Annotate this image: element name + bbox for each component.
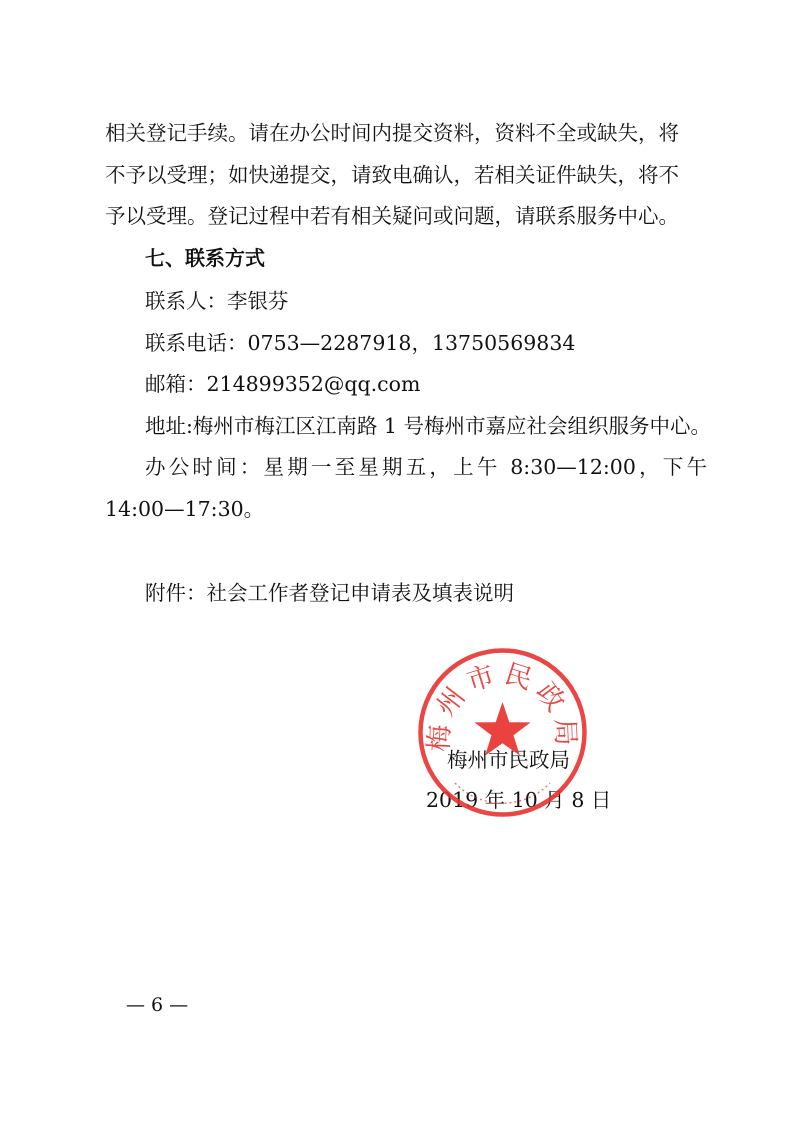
office-hours-line-1: 办公时间：星期一至星期五，上午 8:30—12:00，下午: [145, 455, 707, 479]
body-paragraph-line-3: 予以受理。登记过程中若有相关疑问或问题，请联系服务中心。: [105, 204, 679, 228]
contact-email: 邮箱：214899352@qq.com: [145, 372, 421, 396]
office-hours-line-2: 14:00—17:30。: [105, 497, 265, 521]
attachment-note: 附件：社会工作者登记申请表及填表说明: [145, 581, 514, 605]
body-paragraph-line-1: 相关登记手续。请在办公时间内提交资料，资料不全或缺失，将: [105, 121, 679, 145]
contact-person: 联系人：李银芬: [145, 289, 289, 313]
official-seal: [415, 645, 590, 820]
contact-phone: 联系电话：0753—2287918，13750569834: [145, 331, 576, 355]
signature-org: 梅州市民政局: [447, 748, 570, 772]
body-paragraph-line-2: 不予以受理；如快递提交，请致电确认，若相关证件缺失，将不: [105, 163, 679, 187]
section-heading: 七、联系方式: [145, 246, 265, 270]
page-number: — 6 —: [126, 994, 189, 1016]
signature-date: 2019 年 10 月 8 日: [426, 788, 612, 812]
star-icon: [474, 702, 530, 756]
contact-address: 地址:梅州市梅江区江南路 1 号梅州市嘉应社会组织服务中心。: [145, 414, 711, 438]
seal-text: 梅州市民政局: [423, 658, 582, 753]
